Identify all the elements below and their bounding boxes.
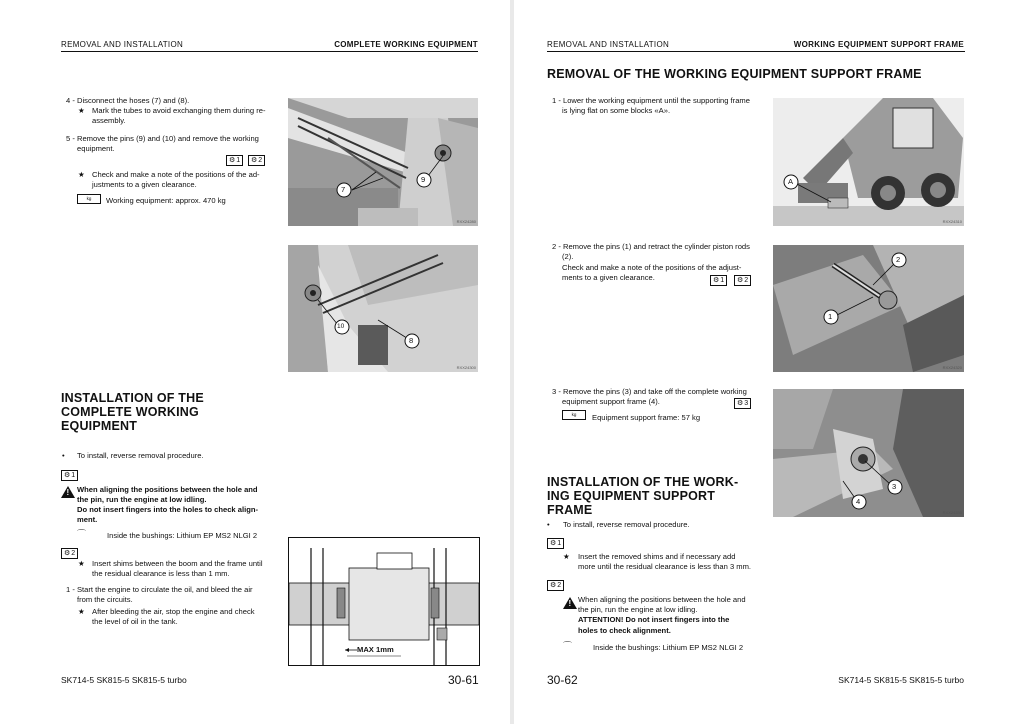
star-icon: ★ — [78, 607, 85, 616]
right-page — [514, 0, 1024, 724]
shim-text-1: Insert shims between the boom and the frame until — [92, 559, 263, 568]
step-1-note-cont: the level of oil in the tank. — [92, 617, 178, 626]
figure-ref: RXX24330 — [942, 510, 962, 515]
callout-9: 9 — [421, 175, 426, 184]
skid-steer-photo — [773, 98, 964, 226]
step-5-text-cont: equipment. — [77, 144, 115, 153]
shim-clearance-drawing — [288, 537, 480, 666]
callout-3: 3 — [892, 482, 897, 491]
step-4-note: Mark the tubes to avoid exchanging them during re- — [92, 106, 266, 115]
gear-icon: ⚙ — [737, 277, 744, 284]
gear-icon: ⚙ — [713, 277, 720, 284]
step-1-text: 1 - Start the engine to circulate the oil, and bleed the air — [66, 585, 253, 594]
step-4-note-cont: assembly. — [92, 116, 126, 125]
warning-text-3: Do not insert fingers into the holes to check align- — [77, 505, 259, 514]
oil-can-icon: ⌒ — [77, 529, 87, 539]
callout-4: 4 — [856, 497, 861, 506]
callout-7: 7 — [341, 185, 346, 194]
adjust-symbol-1b — [61, 470, 78, 481]
shim-text-1: Insert the removed shims and if necessary add — [578, 552, 736, 561]
header-right-text: WORKING EQUIPMENT SUPPORT FRAME — [793, 40, 964, 49]
cylinder-pins-photo — [773, 245, 964, 372]
step-2-note: Check and make a note of the positions of the adjust- — [562, 263, 742, 272]
max-clearance-label: MAX 1mm — [357, 645, 394, 654]
star-icon: ★ — [78, 559, 85, 568]
weight-icon: kg — [77, 194, 101, 204]
symbol-number: 3 — [744, 400, 749, 407]
footer-models: SK714-5 SK815-5 SK815-5 turbo — [838, 675, 964, 685]
star-icon: ★ — [78, 170, 85, 179]
warning-text-1: When aligning the positions between the hole and — [578, 595, 746, 604]
install-title-line-3: EQUIPMENT — [61, 419, 138, 433]
weight-icon: kg — [562, 410, 586, 420]
symbol-number: 2 — [557, 582, 562, 589]
weight-text: Equipment support frame: 57 kg — [592, 413, 701, 422]
step-5-note-cont: justments to a given clearance. — [92, 180, 197, 189]
adjust-symbol-3 — [734, 398, 751, 409]
install-bullet-text: To install, reverse removal procedure. — [563, 520, 690, 529]
adjust-symbol-1 — [710, 275, 727, 286]
gear-icon: ⚙ — [737, 400, 744, 407]
header-left-text: REMOVAL AND INSTALLATION — [547, 40, 670, 49]
warning-text-3: ATTENTION! Do not insert fingers into the — [578, 615, 730, 624]
symbol-number: 2 — [744, 277, 749, 284]
symbol-number: 2 — [258, 157, 263, 164]
gear-icon: ⚙ — [251, 157, 258, 164]
bullet: • — [62, 451, 65, 460]
warning-text-1: When aligning the positions between the hole and — [77, 485, 258, 494]
header-left-text: REMOVAL AND INSTALLATION — [61, 40, 184, 49]
step-1-text: 1 - Lower the working equipment until the supporting frame — [552, 96, 750, 105]
step-5-text: 5 - Remove the pins (9) and (10) and remove the working — [66, 134, 259, 143]
gear-icon: ⚙ — [229, 157, 236, 164]
figure-ref: RXX24320 — [942, 365, 962, 370]
step-1-text-cont: is lying flat on some blocks «A». — [562, 106, 671, 115]
header-right-text: COMPLETE WORKING EQUIPMENT — [334, 40, 478, 49]
warning-text-2: the pin, run the engine at low idling. — [578, 605, 698, 614]
install-title-line-3: FRAME — [547, 503, 593, 517]
shim-text-2: the residual clearance is less than 1 mm. — [92, 569, 230, 578]
boom-hoses-photo — [288, 98, 478, 226]
warning-text-4: holes to check alignment. — [578, 626, 671, 635]
install-title-line-1: INSTALLATION OF THE — [61, 391, 204, 405]
gear-icon: ⚙ — [64, 550, 71, 557]
gear-icon: ⚙ — [64, 472, 71, 479]
install-title-line-1: INSTALLATION OF THE WORK- — [547, 475, 739, 489]
callout-a: A — [788, 177, 794, 186]
warning-text-4: ment. — [77, 515, 98, 524]
figure-ref: RXX24310 — [942, 219, 962, 224]
gear-icon: ⚙ — [550, 582, 557, 589]
adjust-symbol-2b — [547, 580, 564, 591]
adjust-symbol-2b — [61, 548, 78, 559]
gear-icon: ⚙ — [550, 540, 557, 547]
left-page — [0, 0, 510, 724]
step-3-text: 3 - Remove the pins (3) and take off the complete working — [552, 387, 747, 396]
step-1-note: After bleeding the air, stop the engine and check — [92, 607, 255, 616]
step-2-note-cont: ments to a given clearance. — [562, 273, 655, 282]
weight-text: Working equipment: approx. 470 kg — [106, 196, 226, 205]
step-3-text-cont: equipment support frame (4). — [562, 397, 660, 406]
star-icon: ★ — [563, 552, 570, 561]
bullet: • — [547, 520, 550, 529]
step-2-text-cont: (2). — [562, 252, 574, 261]
boom-pins-photo — [288, 245, 478, 372]
star-icon: ★ — [78, 106, 85, 115]
header-rule — [61, 51, 478, 52]
warning-icon: ! — [61, 486, 75, 498]
step-2-text: 2 - Remove the pins (1) and retract the cylinder piston rods — [552, 242, 750, 251]
adjust-symbol-1b — [547, 538, 564, 549]
callout-10: 10 — [337, 323, 345, 330]
step-5-note: Check and make a note of the positions of the ad- — [92, 170, 260, 179]
callout-2: 2 — [896, 255, 901, 264]
callout-8: 8 — [409, 336, 414, 345]
symbol-number: 1 — [236, 157, 241, 164]
step-4-text: 4 - Disconnect the hoses (7) and (8). — [66, 96, 190, 105]
removal-title: REMOVAL OF THE WORKING EQUIPMENT SUPPORT FRAME — [547, 67, 922, 81]
footer-models: SK714-5 SK815-5 SK815-5 turbo — [61, 675, 187, 685]
adjust-symbol-1 — [226, 155, 243, 166]
page-number: 30-61 — [448, 673, 479, 687]
install-title-line-2: ING EQUIPMENT SUPPORT — [547, 489, 716, 503]
symbol-number: 1 — [71, 472, 76, 479]
symbol-number: 1 — [557, 540, 562, 547]
symbol-number: 2 — [71, 550, 76, 557]
symbol-number: 1 — [720, 277, 725, 284]
adjust-symbol-2 — [248, 155, 265, 166]
header-rule — [547, 51, 965, 52]
grease-text: Inside the bushings: Lithium EP MS2 NLGI 2 — [593, 643, 744, 652]
oil-can-icon: ⌒ — [563, 641, 573, 651]
install-bullet-text: To install, reverse removal procedure. — [77, 451, 204, 460]
page-number: 30-62 — [547, 673, 578, 687]
step-1-text-cont: from the circuits. — [77, 595, 133, 604]
grease-text: Inside the bushings: Lithium EP MS2 NLGI 2 — [107, 531, 258, 540]
support-frame-photo — [773, 389, 964, 517]
install-title-line-2: COMPLETE WORKING — [61, 405, 199, 419]
warning-icon: ! — [563, 597, 577, 609]
adjust-symbol-2 — [734, 275, 751, 286]
figure-ref: RXX24300 — [456, 365, 476, 370]
warning-text-2: the pin, run the engine at low idling. — [77, 495, 207, 504]
callout-1: 1 — [828, 312, 833, 321]
figure-ref: RXX24280 — [456, 219, 476, 224]
shim-text-2: more until the residual clearance is less than 3 mm. — [578, 562, 752, 571]
